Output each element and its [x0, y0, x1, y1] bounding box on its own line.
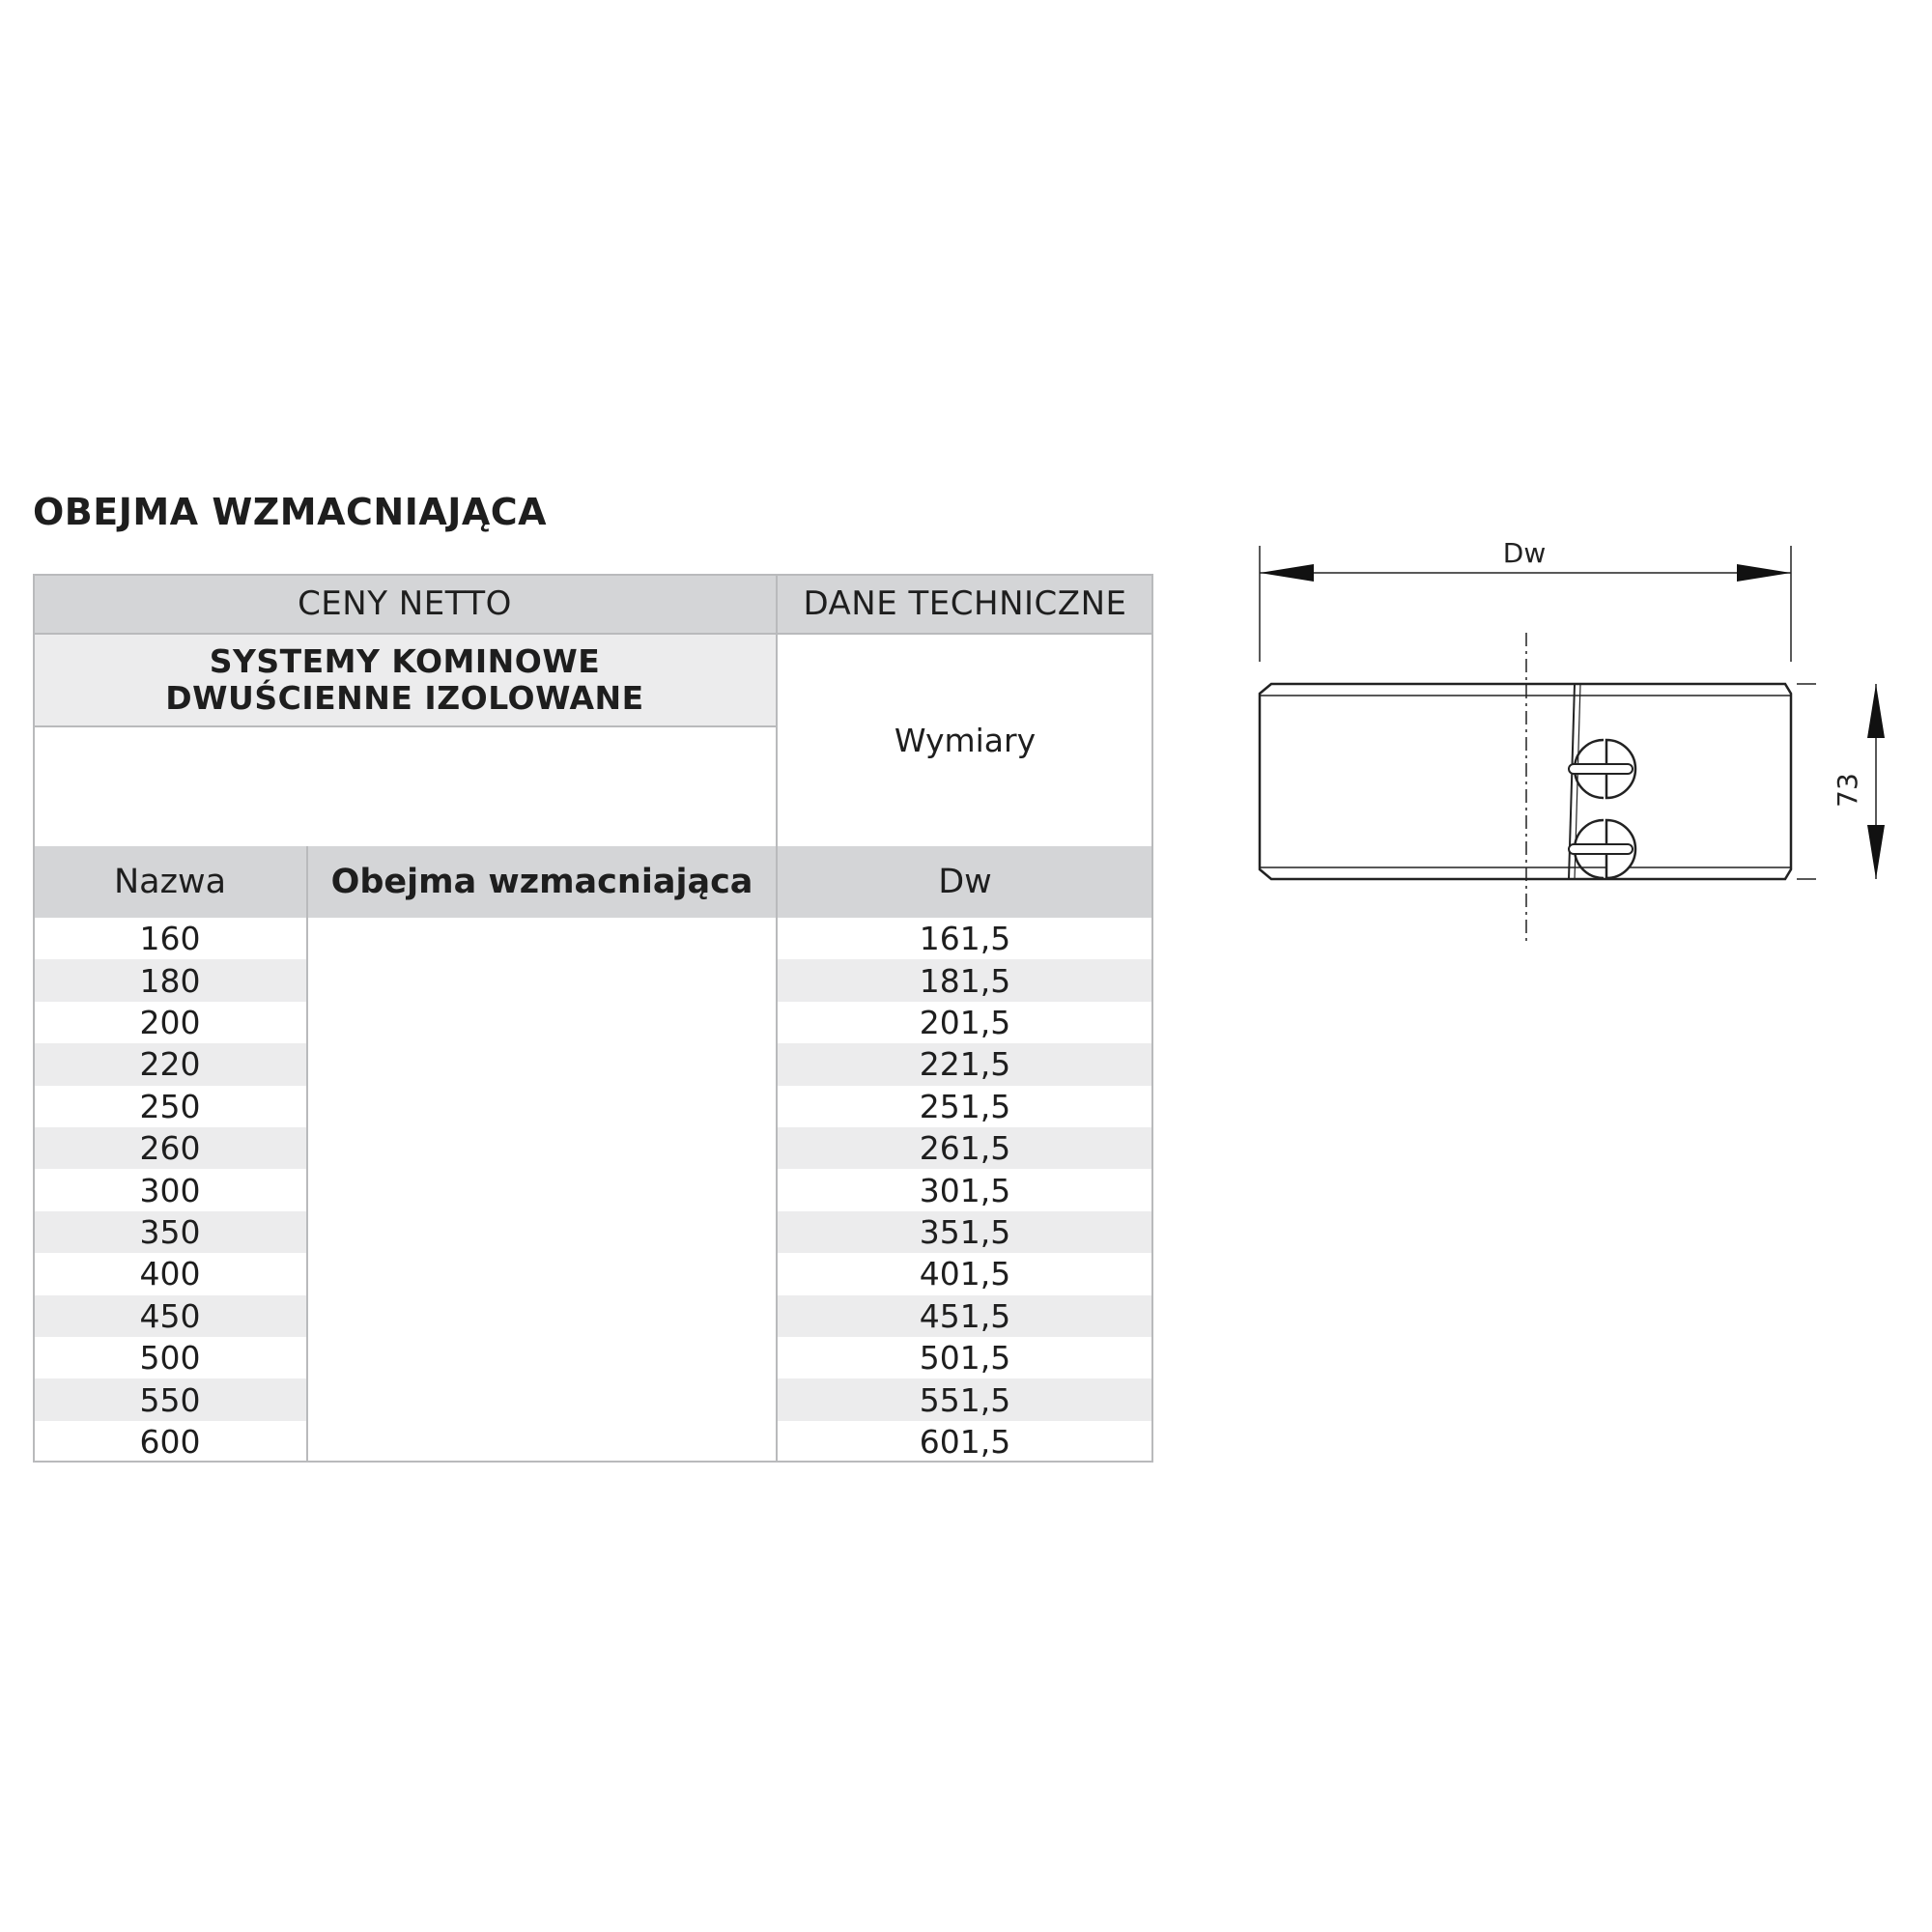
col-header-dw: Dw [777, 846, 1153, 918]
cell-product [307, 1086, 777, 1127]
cell-name: 160 [139, 920, 201, 958]
cell-dw: 201,5 [919, 1003, 1011, 1041]
cell-product [307, 959, 777, 1001]
subheader-line-1: SYSTEMY KOMINOWE [209, 642, 601, 680]
cell-dw: 551,5 [777, 1378, 1153, 1420]
cell-name: 450 [33, 1295, 307, 1337]
cell-name: 180 [33, 959, 307, 1001]
col-header-name: Nazwa [33, 846, 307, 918]
cell-name: 300 [139, 1171, 201, 1209]
clamp-drawing [1236, 522, 1816, 966]
cell-dw: 181,5 [777, 959, 1153, 1001]
cell-name: 600 [139, 1422, 201, 1461]
subheader-system [33, 634, 777, 726]
divider [33, 633, 1153, 635]
arrow-right-icon [1737, 564, 1791, 582]
clamp-body [1260, 684, 1791, 879]
cell-product [307, 1127, 777, 1169]
cell-dw: 451,5 [777, 1295, 1153, 1337]
cell-dw: 351,5 [777, 1211, 1153, 1253]
subheader-line-2: DWUŚCIENNE IZOLOWANE [165, 679, 644, 717]
arrow-down-icon [1867, 825, 1885, 879]
cell-dw: 161,5 [919, 920, 1011, 958]
cell-dw: 301,5 [919, 1171, 1011, 1209]
cell-dw: 601,5 [919, 1422, 1011, 1461]
cell-dw: 501,5 [919, 1339, 1011, 1378]
page-title: OBEJMA WZMACNIAJĄCA [33, 491, 548, 533]
cell-product [307, 1378, 777, 1420]
divider [33, 725, 777, 727]
product-table [33, 574, 1153, 1463]
divider [776, 574, 778, 1463]
cell-product [307, 918, 777, 959]
cell-product [307, 1253, 777, 1294]
cell-product [307, 1421, 777, 1463]
cell-name: 200 [139, 1003, 201, 1041]
arrow-up-icon [1867, 684, 1885, 738]
cell-name: 250 [139, 1087, 201, 1125]
cell-dw: 261,5 [777, 1127, 1153, 1169]
cell-product [307, 1337, 777, 1378]
cell-dw: 221,5 [777, 1043, 1153, 1085]
cell-name: 550 [33, 1378, 307, 1420]
header-prices: CENY NETTO [33, 574, 777, 634]
height-dimension [1826, 676, 1903, 889]
cell-dw: 401,5 [919, 1255, 1011, 1293]
cell-product [307, 1169, 777, 1210]
cell-product [307, 1043, 777, 1085]
cell-name: 350 [33, 1211, 307, 1253]
cell-name: 500 [139, 1339, 201, 1378]
cell-product [307, 1211, 777, 1253]
divider [306, 846, 308, 1463]
cell-product [307, 1295, 777, 1337]
cell-product [307, 1002, 777, 1043]
width-label: Dw [1502, 537, 1547, 569]
cell-name: 220 [33, 1043, 307, 1085]
cell-dw: 251,5 [919, 1087, 1011, 1125]
cell-name: 400 [139, 1255, 201, 1293]
dimensions-label: Wymiary [894, 721, 1037, 759]
header-technical: DANE TECHNICZNE [777, 574, 1153, 634]
col-header-product: Obejma wzmacniająca [307, 846, 777, 918]
height-label: 73 [1832, 773, 1863, 808]
cell-name: 260 [33, 1127, 307, 1169]
arrow-left-icon [1260, 564, 1314, 582]
